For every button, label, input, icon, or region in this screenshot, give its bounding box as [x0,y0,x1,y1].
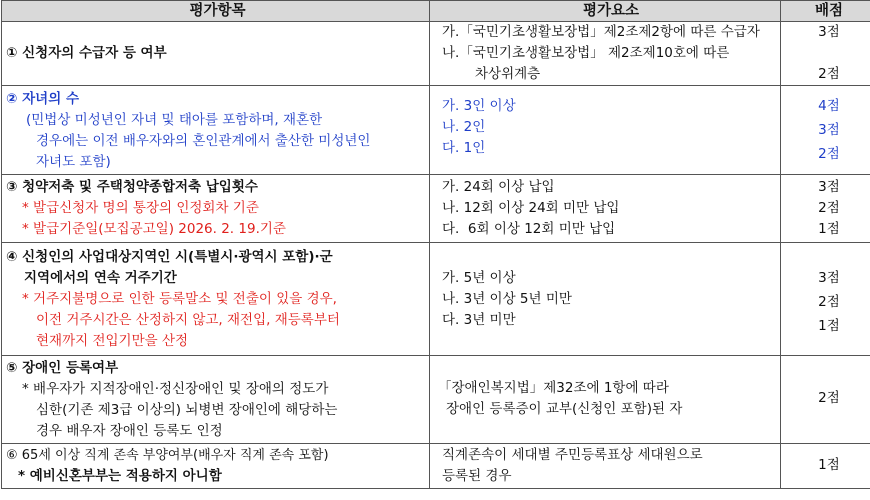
points-value: 3점 [818,122,840,138]
criteria-cell [430,356,781,444]
criteria-line: 차상위계층 [475,66,541,82]
item-note: 이전 거주시간은 산정하지 않고, 재전입, 재등록부터 [36,312,340,328]
points-value: 2점 [818,200,840,216]
item-title: ③ 청약저축 및 주택청약종합저축 납입횟수 [6,179,258,195]
points-value: 2점 [818,146,840,162]
table-row [2,86,870,175]
item-note: 경우 배우자 장애인 등록도 인정 [36,423,223,439]
points-cell [781,356,870,444]
criteria-cell [430,86,781,175]
criteria-line: 「장애인복지법」제32조에 1항에 따라 [438,380,669,396]
item-title: ② 자녀의 수 [6,91,79,107]
item-title: ⑥ 65세 이상 직계 존속 부양여부(배우자 직계 존속 포함) [6,448,329,463]
points-value: 3점 [818,24,840,40]
criteria-line: 가. 5년 이상 [442,270,516,286]
criteria-line: 다. 1인 [442,140,486,156]
criteria-cell [430,243,781,356]
table-row [2,175,870,243]
criteria-line: 가. 3인 이상 [442,98,516,114]
table-row [2,243,870,356]
criteria-line: 등록된 경우 [442,468,512,484]
points-value: 2점 [818,66,840,82]
criteria-cell [430,175,781,243]
item-note: * 거주지불명으로 인한 등록말소 및 전출이 있을 경우, [22,291,337,307]
item-cell [2,86,430,175]
header-points: 배점 [781,1,870,22]
points-value: 4점 [818,98,840,114]
item-note: 경우에는 이전 배우자와의 혼인관계에서 출산한 미성년인 [36,133,371,149]
item-title: ① 신청자의 수급자 등 여부 [6,45,167,61]
points-cell [781,22,870,86]
item-note: 심한(기존 제3급 이상의) 뇌병변 장애인에 해당하는 [36,402,338,418]
criteria-line: 가.「국민기초생활보장법」제2조제2항에 따른 수급자 [442,24,760,40]
item-cell [2,22,430,86]
criteria-line: 장애인 등록증이 교부(신청인 포함)된 자 [446,401,683,417]
item-title: ⑤ 장애인 등록여부 [6,360,119,376]
criteria-line: 다. 6회 이상 12회 미만 납입 [442,221,616,237]
item-note: * 예비신혼부부는 적용하지 아니함 [18,468,222,484]
item-note: (민법상 미성년인 자녀 및 태아를 포함하며, 재혼한 [26,112,323,128]
header-evaluation-item: 평가항목 [2,1,430,22]
item-cell [2,356,430,444]
item-note: * 배우자가 지적장애인·정신장애인 및 장애의 정도가 [22,381,329,397]
table-row [2,356,870,444]
points-value: 3점 [818,270,840,286]
criteria-line: 나. 3년 이상 5년 미만 [442,291,572,307]
scoring-table [1,0,870,489]
criteria-line: 가. 24회 이상 납입 [442,179,555,195]
points-value: 2점 [818,390,840,406]
points-cell [781,444,870,489]
item-cell [2,175,430,243]
points-value: 3점 [818,179,840,195]
points-cell [781,243,870,356]
item-note: 현재까지 전입기만을 산정 [36,333,189,349]
item-title: ④ 신청인의 사업대상지역인 시(특별시·광역시 포함)·군 [6,249,333,265]
table-header-row [2,1,870,22]
criteria-line: 나. 2인 [442,119,486,135]
points-value: 2점 [818,294,840,310]
criteria-line: 나.「국민기초생활보장법」 제2조제10호에 따른 [442,45,730,61]
header-evaluation-criteria: 평가요소 [430,1,781,22]
item-note: * 발급신청자 명의 통장의 인정회차 기준 [22,200,259,216]
points-cell [781,175,870,243]
item-cell [2,243,430,356]
item-title: 지역에서의 연속 거주기간 [24,270,177,286]
criteria-cell [430,22,781,86]
criteria-line: 다. 3년 미만 [442,312,516,328]
points-value: 1점 [818,457,840,473]
item-cell [2,444,430,489]
criteria-cell [430,444,781,489]
criteria-line: 나. 12회 이상 24회 미만 납입 [442,200,620,216]
points-value: 1점 [818,318,840,334]
item-note: 자녀도 포함) [36,154,111,170]
points-cell [781,86,870,175]
table-row [2,444,870,489]
item-note: * 발급기준일(모집공고일) 2026. 2. 19.기준 [22,221,286,237]
points-value: 1점 [818,221,840,237]
criteria-line: 직계존속이 세대별 주민등록표상 세대원으로 [442,447,703,463]
table-row [2,22,870,86]
